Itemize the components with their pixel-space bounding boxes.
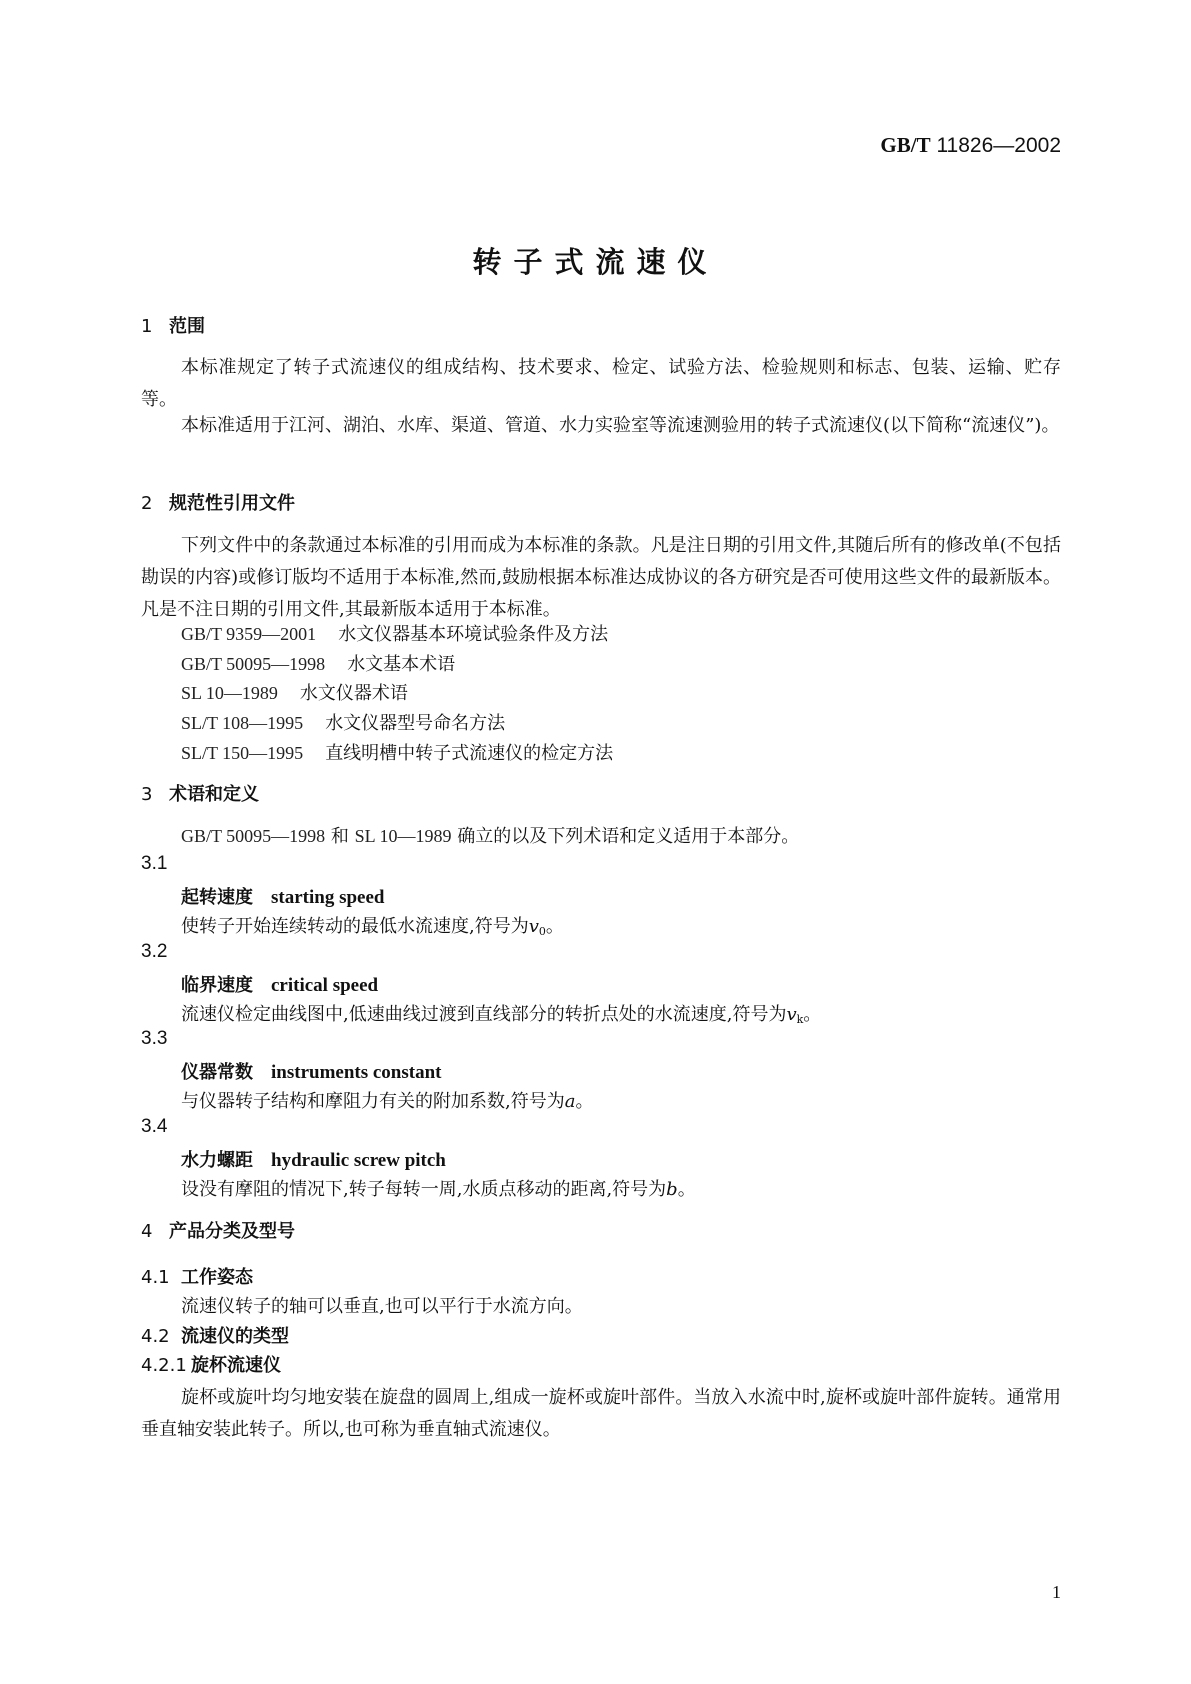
section-4-heading <box>141 1217 295 1243</box>
section-4-2-1-heading <box>141 1351 281 1377</box>
reference-code: GB/T 9359—2001 <box>181 624 317 644</box>
term-definition <box>181 1087 593 1113</box>
section-2-title: 规范性引用文件 <box>169 493 295 514</box>
reference-item <box>181 679 408 705</box>
definition-text: 流速仪检定曲线图中,低速曲线过渡到直线部分的转折点处的水流速度,符号为 <box>181 1004 787 1025</box>
section-4-title: 产品分类及型号 <box>169 1221 295 1242</box>
term-definition <box>181 1000 821 1026</box>
definition-subscript: 0 <box>538 925 546 938</box>
section-4-1-paragraph: 流速仪转子的轴可以垂直,也可以平行于水流方向。 <box>181 1296 583 1317</box>
section-3-intro <box>181 822 799 848</box>
definition-end: 。 <box>803 1004 822 1025</box>
section-2-number: 2 <box>141 493 153 514</box>
standard-code-number: 11826—2002 <box>936 134 1061 157</box>
reference-title: 水文仪器型号命名方法 <box>325 713 506 734</box>
section-3-title: 术语和定义 <box>169 784 259 805</box>
reference-title: 水文仪器基本环境试验条件及方法 <box>338 624 609 645</box>
reference-title: 水文基本术语 <box>347 654 456 675</box>
term-english: starting speed <box>271 887 385 908</box>
term-number: 3.1 <box>141 853 168 874</box>
term-heading <box>181 883 384 909</box>
term-chinese: 起转速度 <box>181 887 253 908</box>
definition-symbol: a <box>564 1091 576 1112</box>
intro-conjunction: 和 <box>330 826 349 847</box>
definition-text: 使转子开始连续转动的最低水流速度,符号为 <box>181 916 529 937</box>
section-4-2-1-number: 4.2.1 <box>141 1355 187 1376</box>
reference-item <box>181 709 505 735</box>
intro-reference-1: GB/T 50095—1998 <box>181 826 326 846</box>
definition-symbol: v <box>786 1004 797 1025</box>
definition-end: 。 <box>575 1091 594 1112</box>
section-4-2-1-paragraph: 旋杯或旋叶均匀地安装在旋盘的圆周上,组成一旋杯或旋叶部件。当放入水流中时,旋杯或旋叶部件旋转。通常用垂直轴安装此转子。所以,也可称为垂直轴式流速仪。 <box>141 1387 1061 1440</box>
term-english: hydraulic screw pitch <box>271 1150 446 1171</box>
intro-text: 确立的以及下列术语和定义适用于本部分。 <box>457 826 800 847</box>
term-number: 3.2 <box>141 941 168 962</box>
section-1-paragraph-2: 本标准适用于江河、湖泊、水库、渠道、管道、水力实验室等流速测验用的转子式流速仪(以下简称“流速仪”)。 <box>181 415 1060 436</box>
reference-item <box>181 620 608 646</box>
section-4-2-number: 4.2 <box>141 1326 170 1347</box>
term-definition <box>181 912 564 938</box>
section-2-paragraph: 下列文件中的条款通过本标准的引用而成为本标准的条款。凡是注日期的引用文件,其随后所有的修改单(不包括勘误的内容)或修订版均不适用于本标准,然而,鼓励根据本标准达成协议的各方研究是否可使用这些文件的最新版本。凡是不注日期的引用文件,其最新版本适用于本标准。 <box>141 535 1061 620</box>
reference-item <box>181 650 455 676</box>
definition-text: 与仪器转子结构和摩阻力有关的附加系数,符号为 <box>181 1091 565 1112</box>
section-4-1-title: 工作姿态 <box>181 1267 253 1288</box>
term-heading <box>181 1058 441 1084</box>
term-heading <box>181 971 378 997</box>
definition-symbol: b <box>666 1179 678 1200</box>
page-number: 1 <box>1052 1582 1061 1602</box>
definition-symbol: v <box>528 916 539 937</box>
reference-code: GB/T 50095—1998 <box>181 654 326 674</box>
intro-reference-2: SL 10—1989 <box>354 826 452 846</box>
section-2-heading <box>141 489 295 515</box>
term-heading <box>181 1146 446 1172</box>
section-1-number: 1 <box>141 316 153 337</box>
section-1-paragraph-1: 本标准规定了转子式流速仪的组成结构、技术要求、检定、试验方法、检验规则和标志、包装、运输、贮存等。 <box>141 357 1061 410</box>
standard-code-prefix: GB/T <box>880 133 931 157</box>
section-4-2-heading <box>141 1322 289 1348</box>
section-4-2-title: 流速仪的类型 <box>181 1326 289 1347</box>
reference-item <box>181 739 613 765</box>
reference-title: 直线明槽中转子式流速仪的检定方法 <box>325 743 614 764</box>
standard-code <box>700 133 1061 158</box>
section-4-number: 4 <box>141 1221 153 1242</box>
term-number: 3.3 <box>141 1028 168 1049</box>
term-chinese: 临界速度 <box>181 975 253 996</box>
section-1-heading <box>141 312 205 338</box>
section-1-title: 范围 <box>169 316 205 337</box>
document-title: 转子式流速仪 <box>472 245 719 279</box>
term-chinese: 水力螺距 <box>181 1150 253 1171</box>
section-4-1-number: 4.1 <box>141 1267 170 1288</box>
term-english: critical speed <box>271 975 379 996</box>
term-chinese: 仪器常数 <box>181 1062 253 1083</box>
definition-subscript: k <box>796 1013 804 1026</box>
reference-code: SL/T 150—1995 <box>181 743 304 763</box>
section-3-heading <box>141 780 259 806</box>
section-3-number: 3 <box>141 784 153 805</box>
section-4-2-1-title: 旋杯流速仪 <box>191 1355 281 1376</box>
term-english: instruments constant <box>271 1062 442 1083</box>
reference-code: SL 10—1989 <box>181 683 278 703</box>
term-number: 3.4 <box>141 1116 168 1137</box>
section-4-1-heading <box>141 1263 253 1289</box>
term-definition <box>181 1175 696 1201</box>
definition-end: 。 <box>677 1179 696 1200</box>
definition-end: 。 <box>545 916 564 937</box>
reference-title: 水文仪器术语 <box>299 683 408 704</box>
reference-code: SL/T 108—1995 <box>181 713 304 733</box>
definition-text: 设没有摩阻的情况下,转子每转一周,水质点移动的距离,符号为 <box>181 1179 667 1200</box>
